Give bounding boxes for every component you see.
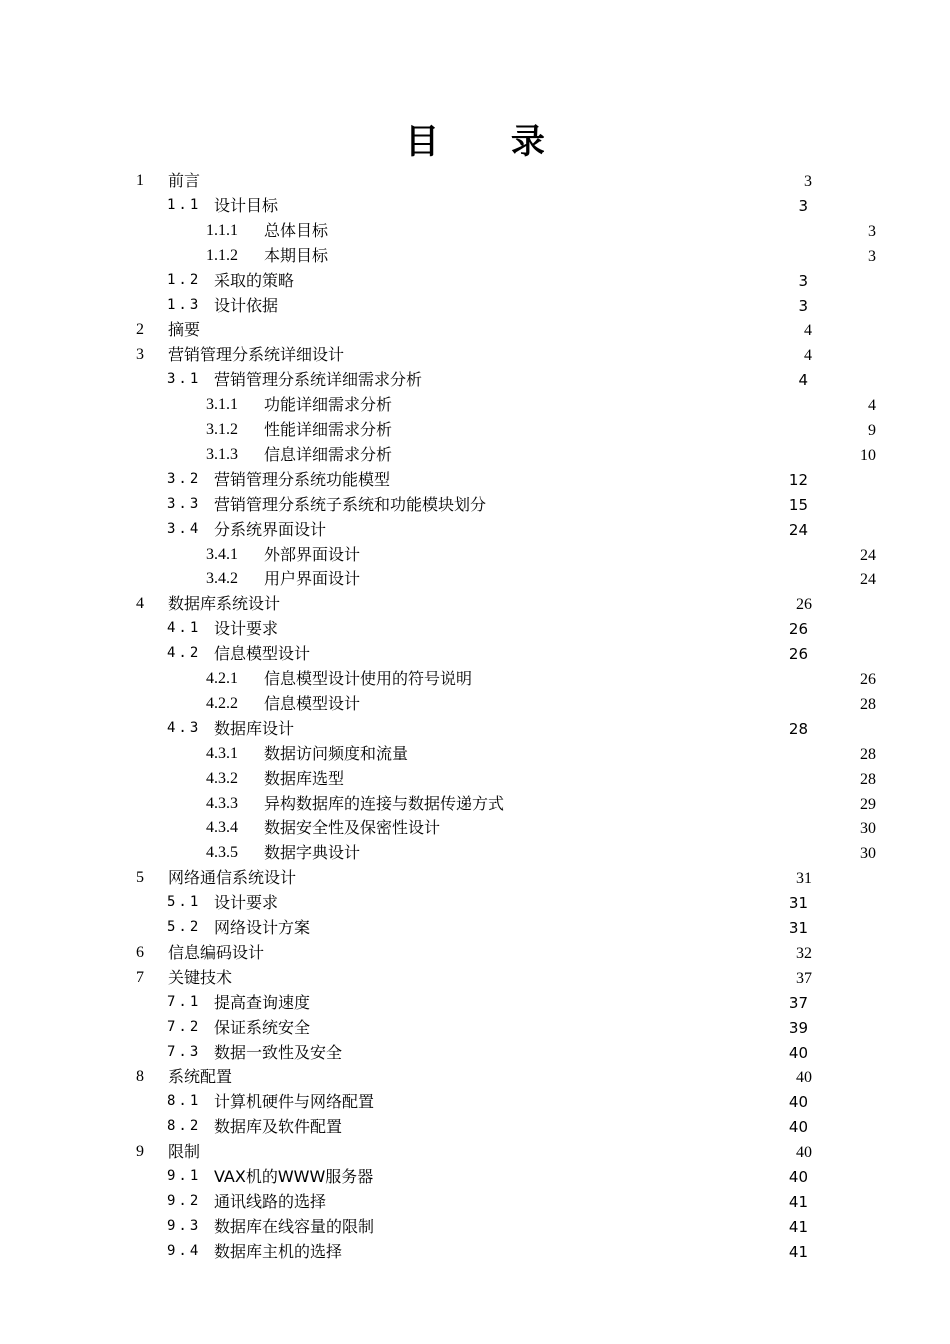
toc-entry-6[interactable] [136, 940, 812, 965]
toc-entry-3-2[interactable] [167, 467, 808, 492]
toc-entry-number: 4.2.2 [206, 694, 238, 712]
toc-entry-5[interactable] [136, 865, 812, 890]
toc-entry-number: 4.3 [167, 719, 202, 736]
toc-entry-page: 31 [796, 870, 812, 888]
toc-entry-label: 分系统界面设计 [214, 519, 327, 539]
toc-entry-number: 8 [136, 1068, 144, 1086]
toc-entry-7-1[interactable] [167, 990, 808, 1015]
toc-entry-label: 总体目标 [264, 220, 329, 240]
toc-entry-page: 26 [788, 645, 808, 664]
toc-entry-page: 31 [788, 919, 808, 937]
toc-entry-label: 营销管理分系统功能模型 [214, 469, 391, 489]
toc-entry-page: 41 [788, 1242, 808, 1261]
toc-entry-number: 1.1.2 [206, 246, 238, 264]
toc-entry-5-2[interactable] [167, 915, 808, 940]
toc-entry-number: 3.1.3 [206, 445, 238, 463]
toc-entry-label: 信息编码设计 [168, 942, 265, 962]
toc-entry-page: 37 [788, 993, 808, 1012]
toc-entry-7-2[interactable] [167, 1015, 808, 1040]
toc-entry-page: 3 [798, 271, 808, 290]
toc-entry-3-1-3[interactable] [206, 442, 876, 467]
toc-entry-page: 37 [796, 969, 812, 987]
toc-entry-label: 提高查询速度 [214, 992, 311, 1012]
toc-entry-label: 设计依据 [214, 295, 279, 315]
toc-entry-number: 3.1.2 [206, 421, 238, 438]
toc-entry-number: 7.2 [167, 1018, 202, 1035]
toc-entry-9-4[interactable] [167, 1239, 808, 1264]
toc-entry-number: 9.2 [167, 1192, 202, 1209]
toc-entry-label: 信息模型设计 [264, 693, 361, 713]
toc-entry-label: 摘要 [168, 320, 201, 340]
toc-entry-number: 8.1 [167, 1093, 202, 1110]
toc-entry-label: 网络设计方案 [214, 918, 311, 937]
toc-entry-label: 数据访问频度和流量 [264, 743, 409, 763]
toc-entry-number: 9.4 [167, 1242, 202, 1259]
toc-entry-number: 3.4.2 [206, 570, 238, 588]
toc-entry-number: 7.3 [167, 1043, 202, 1060]
toc-entry-number: 1.2 [167, 271, 202, 288]
toc-entry-page: 3 [868, 222, 876, 240]
toc-entry-label: 数据库设计 [214, 718, 295, 738]
toc-entry-page: 40 [788, 1118, 808, 1137]
toc-entry-label: 通讯线路的选择 [214, 1191, 327, 1211]
toc-entry-number: 1 [136, 172, 144, 189]
toc-entry-page: 28 [860, 745, 876, 763]
toc-entry-1[interactable] [136, 168, 812, 193]
toc-entry-number: 3.4.1 [206, 545, 238, 563]
toc-entry-label: 采取的策略 [214, 270, 295, 290]
toc-entry-4-3-2[interactable] [206, 766, 876, 791]
toc-entry-3-1[interactable] [167, 367, 808, 392]
toc-entry-3-1-1[interactable] [206, 392, 876, 417]
toc-entry-page: 41 [788, 1217, 808, 1236]
toc-entry-page: 15 [788, 495, 808, 514]
toc-entry-1-3[interactable] [167, 293, 808, 318]
toc-entry-label: 信息模型设计使用的符号说明 [264, 669, 473, 688]
toc-entry-label: VAX机的WWW服务器 [214, 1167, 374, 1186]
toc-entry-label: 信息模型设计 [214, 644, 311, 664]
toc-entry-4-3-5[interactable] [206, 840, 876, 865]
toc-entry-label: 数据字典设计 [264, 843, 361, 863]
toc-entry-number: 7.1 [167, 993, 202, 1010]
toc-entry-page: 30 [860, 845, 876, 863]
toc-entry-number: 3.1.1 [206, 396, 238, 414]
toc-entry-label: 外部界面设计 [264, 544, 361, 564]
toc-title: 目 录 [405, 122, 575, 162]
toc-entry-page: 28 [788, 719, 808, 738]
toc-entry-number: 4.3.1 [206, 744, 238, 762]
toc-entry-label: 功能详细需求分析 [264, 395, 393, 415]
toc-entry-2[interactable] [136, 317, 812, 342]
toc-entry-9[interactable] [136, 1139, 812, 1164]
toc-entry-label: 数据库及软件配置 [214, 1117, 343, 1137]
toc-entry-5-1[interactable] [167, 890, 808, 915]
toc-entry-4-3-3[interactable] [206, 791, 876, 816]
toc-entry-number: 4.3.3 [206, 794, 238, 812]
toc-entry-3-4[interactable] [167, 517, 808, 542]
toc-entry-page: 40 [796, 1069, 812, 1087]
toc-entry-label: 数据一致性及安全 [214, 1042, 343, 1062]
toc-entry-label: 数据库系统设计 [168, 594, 281, 614]
toc-entry-number: 3.2 [167, 470, 202, 487]
toc-entry-page: 28 [860, 695, 876, 713]
toc-entry-4-3-1[interactable] [206, 741, 876, 766]
toc-entry-number: 4.2.1 [206, 670, 238, 687]
toc-entry-4-3[interactable] [167, 716, 808, 741]
toc-entry-number: 1.3 [167, 296, 202, 313]
toc-entry-label: 限制 [168, 1142, 201, 1162]
toc-entry-label: 设计要求 [214, 893, 279, 913]
toc-entry-4-2-2[interactable] [206, 691, 876, 716]
toc-entry-label: 网络通信系统设计 [168, 868, 297, 888]
toc-entry-9-2[interactable] [167, 1189, 808, 1214]
toc-entry-page: 4 [804, 347, 812, 365]
toc-entry-page: 26 [860, 671, 876, 688]
toc-entry-label: 前言 [168, 171, 201, 190]
toc-entry-label: 营销管理分系统子系统和功能模块划分 [214, 494, 487, 514]
toc-entry-page: 41 [788, 1192, 808, 1211]
toc-entry-page: 40 [788, 1043, 808, 1062]
toc-entry-number: 9.1 [167, 1168, 202, 1184]
toc-entry-label: 数据库在线容量的限制 [214, 1216, 375, 1236]
toc-entry-number: 4.3.2 [206, 769, 238, 787]
toc-entry-4[interactable] [136, 591, 812, 616]
toc-entry-number: 5.1 [167, 894, 202, 911]
toc-entry-page: 24 [860, 546, 876, 564]
toc-entry-page: 3 [798, 196, 808, 215]
toc-entry-label: 信息详细需求分析 [264, 444, 393, 464]
toc-entry-page: 28 [860, 770, 876, 788]
toc-entry-number: 9 [136, 1143, 144, 1161]
toc-entry-page: 10 [860, 446, 876, 464]
toc-entry-7-3[interactable] [167, 1040, 808, 1065]
toc-entry-page: 40 [796, 1144, 812, 1162]
toc-entry-page: 39 [788, 1018, 808, 1037]
toc-entry-1-1-1[interactable] [206, 218, 876, 243]
toc-entry-number: 3.1 [167, 371, 202, 388]
toc-entry-page: 40 [788, 1093, 808, 1112]
toc-entry-number: 1.1 [167, 196, 202, 213]
toc-entry-label: 本期目标 [264, 245, 329, 265]
toc-entry-number: 2 [136, 321, 144, 339]
toc-entry-9-3[interactable] [167, 1214, 808, 1239]
toc-entry-page: 12 [788, 470, 808, 489]
toc-entry-label: 性能详细需求分析 [264, 420, 393, 439]
toc-entry-9-1[interactable] [167, 1164, 808, 1189]
toc-entry-label: 异构数据库的连接与数据传递方式 [264, 793, 505, 813]
toc-entry-1-1-2[interactable] [206, 243, 876, 268]
toc-entry-page: 26 [788, 620, 808, 639]
toc-entry-number: 6 [136, 943, 144, 961]
toc-entry-page: 3 [804, 173, 812, 190]
toc-entry-number: 4.1 [167, 620, 202, 637]
toc-entry-page: 31 [788, 894, 808, 913]
toc-entry-label: 营销管理分系统详细需求分析 [214, 370, 423, 390]
toc-entry-8-2[interactable] [167, 1114, 808, 1139]
toc-entry-number: 4.3.4 [206, 819, 238, 837]
toc-entry-page: 26 [796, 596, 812, 614]
toc-entry-page: 40 [788, 1168, 808, 1186]
toc-entry-number: 7 [136, 968, 144, 986]
toc-entry-number: 5 [136, 869, 144, 887]
toc-entry-label: 关键技术 [168, 967, 233, 987]
toc-entry-4-1[interactable] [167, 616, 808, 641]
toc-entry-3-4-2[interactable] [206, 566, 876, 591]
toc-entry-page: 24 [788, 520, 808, 539]
toc-entry-3-4-1[interactable] [206, 542, 876, 567]
toc-entry-number: 1.1.1 [206, 221, 238, 239]
toc-entry-label: 系统配置 [168, 1067, 233, 1087]
toc-entry-number: 3.4 [167, 520, 202, 537]
toc-entry-label: 数据库主机的选择 [214, 1241, 343, 1261]
toc-entry-4-3-4[interactable] [206, 815, 876, 840]
toc-entry-page: 32 [796, 944, 812, 962]
toc-entry-label: 数据库选型 [264, 768, 345, 788]
toc-entry-number: 9.3 [167, 1217, 202, 1234]
toc-entry-page: 4 [798, 371, 808, 390]
toc-entry-label: 数据安全性及保密性设计 [264, 818, 441, 838]
toc-entry-8[interactable] [136, 1064, 812, 1089]
toc-entry-label: 保证系统安全 [214, 1017, 311, 1037]
toc-entry-1-2[interactable] [167, 268, 808, 293]
toc-entry-page: 24 [860, 571, 876, 589]
toc-entry-number: 4.2 [167, 645, 202, 662]
toc-entry-3-3[interactable] [167, 492, 808, 517]
toc-entry-page: 4 [804, 322, 812, 340]
toc-entry-3[interactable] [136, 342, 812, 367]
toc-entry-4-2[interactable] [167, 641, 808, 666]
toc-entry-page: 4 [868, 397, 876, 415]
toc-entry-page: 3 [868, 247, 876, 265]
toc-entry-page: 29 [860, 795, 876, 813]
toc-entry-1-1[interactable] [167, 193, 808, 218]
toc-entry-number: 4.3.5 [206, 844, 238, 862]
toc-entry-label: 营销管理分系统详细设计 [168, 345, 345, 365]
toc-entry-label: 计算机硬件与网络配置 [214, 1092, 375, 1112]
toc-entry-8-1[interactable] [167, 1089, 808, 1114]
toc-entry-number: 5.2 [167, 919, 202, 935]
toc-entry-number: 4 [136, 595, 144, 613]
toc-entry-page: 3 [798, 296, 808, 315]
toc-entry-number: 3.3 [167, 495, 202, 512]
toc-entry-7[interactable] [136, 965, 812, 990]
toc-entry-number: 8.2 [167, 1118, 202, 1135]
toc-entry-page: 30 [860, 820, 876, 838]
toc-entry-4-2-1[interactable] [206, 666, 876, 691]
toc-entry-label: 设计目标 [214, 195, 279, 215]
toc-entry-page: 9 [868, 422, 876, 439]
toc-entry-3-1-2[interactable] [206, 417, 876, 442]
toc-entry-label: 设计要求 [214, 619, 279, 639]
toc-entry-label: 用户界面设计 [264, 569, 361, 589]
toc-entry-number: 3 [136, 346, 144, 364]
